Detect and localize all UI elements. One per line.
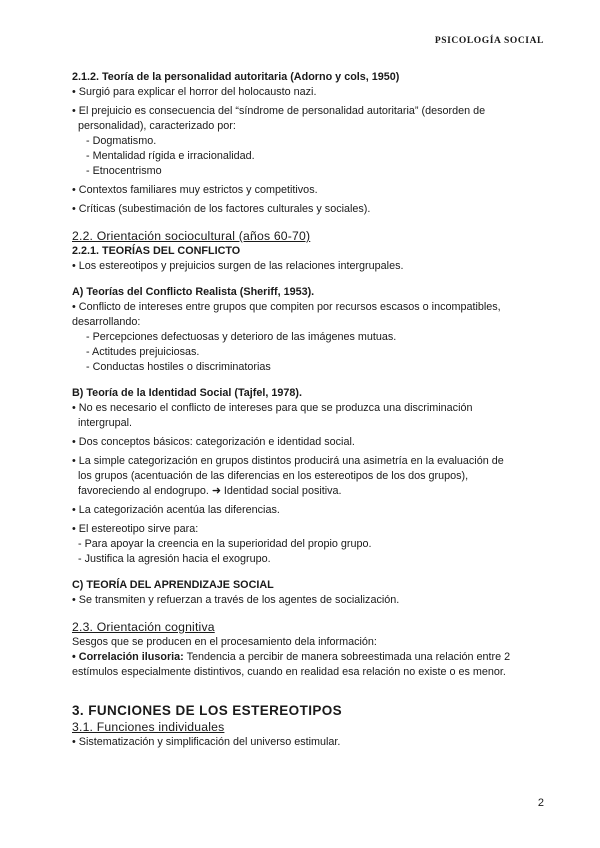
section-2-3-title: 2.3. Orientación cognitiva: [72, 620, 215, 634]
paragraph: Sesgos que se producen en el procesamiento dela información:: [72, 636, 377, 648]
sub-item: - Para apoyar la creencia en la superioridad del propio grupo.: [78, 538, 372, 550]
page-header: PSICOLOGÍA SOCIAL: [434, 36, 544, 46]
bullet: • La simple categorización en grupos distintos producirá una asimetría en la evaluación de: [72, 455, 504, 467]
bullet: • Sistematización y simplificación del universo estimular.: [72, 736, 341, 748]
sub-item: - Conductas hostiles o discriminatorias: [86, 361, 271, 373]
sub-item: - Justifica la agresión hacia el exogrupo.: [78, 553, 271, 565]
bullet: • Los estereotipos y prejuicios surgen de las relaciones intergrupales.: [72, 260, 404, 272]
section-3-1-title: 3.1. Funciones individuales: [72, 720, 225, 734]
bullet: • El estereotipo sirve para:: [72, 523, 199, 535]
section-2-2-1-title: 2.2.1. TEORÍAS DEL CONFLICTO: [72, 245, 241, 257]
bullet-continuation: personalidad), caracterizado por:: [78, 120, 236, 132]
bullet: [72, 650, 532, 665]
bold-term: • Correlación ilusoria:: [72, 651, 184, 663]
bullet-text: Tendencia a percibir de manera sobreestimada una relación entre 2: [183, 651, 511, 663]
bullet: • El prejuicio es consecuencia del “síndrome de personalidad autoritaria” (desorden de: [72, 105, 486, 117]
bullet: • Críticas (subestimación de los factores culturales y sociales).: [72, 203, 371, 215]
bullet: • Conflicto de intereses entre grupos que compiten por recursos escasos o incompatibles,: [72, 301, 501, 313]
theory-c-title: C) TEORÍA DEL APRENDIZAJE SOCIAL: [72, 579, 274, 591]
bullet: • Se transmiten y refuerzan a través de los agentes de socialización.: [72, 594, 400, 606]
sub-item: - Mentalidad rígida e irracionalidad.: [86, 150, 255, 162]
bullet-continuation: intergrupal.: [78, 417, 133, 429]
section-2-2-title: 2.2. Orientación sociocultural (años 60-70): [72, 229, 311, 243]
bullet-continuation: los grupos (acentuación de las diferencias en los estereotipos de los dos grupos),: [78, 470, 469, 482]
theory-b-title: B) Teoría de la Identidad Social (Tajfel, 1978).: [72, 387, 302, 399]
page-content: [72, 70, 532, 750]
bullet-continuation: desarrollando:: [72, 316, 141, 328]
sub-item: - Dogmatismo.: [86, 135, 157, 147]
sub-item: - Percepciones defectuosas y deterioro de las imágenes mutuas.: [86, 331, 397, 343]
page-number: 2: [537, 797, 544, 809]
theory-a-title: A) Teorías del Conflicto Realista (Sheriff, 1953).: [72, 286, 315, 298]
section-2-1-2-title: 2.1.2. Teoría de la personalidad autoritaria (Adorno y cols, 1950): [72, 71, 400, 83]
bullet: • Surgió para explicar el horror del holocausto nazi.: [72, 86, 317, 98]
sub-item: - Actitudes prejuiciosas.: [86, 346, 200, 358]
bullet: • La categorización acentúa las diferencias.: [72, 504, 280, 516]
sub-item: - Etnocentrismo: [86, 165, 162, 177]
bullet-continuation: favoreciendo al endogrupo. ➜ Identidad social positiva.: [78, 485, 342, 497]
section-3-title: 3. FUNCIONES DE LOS ESTEREOTIPOS: [72, 703, 343, 718]
bullet: • Dos conceptos básicos: categorización e identidad social.: [72, 436, 355, 448]
bullet: • No es necesario el conflicto de intereses para que se produzca una discriminación: [72, 402, 473, 414]
bullet: • Contextos familiares muy estrictos y competitivos.: [72, 184, 318, 196]
paragraph: estímulos especialmente distintivos, cuando en realidad esa relación no existe o es menor.: [72, 666, 506, 678]
